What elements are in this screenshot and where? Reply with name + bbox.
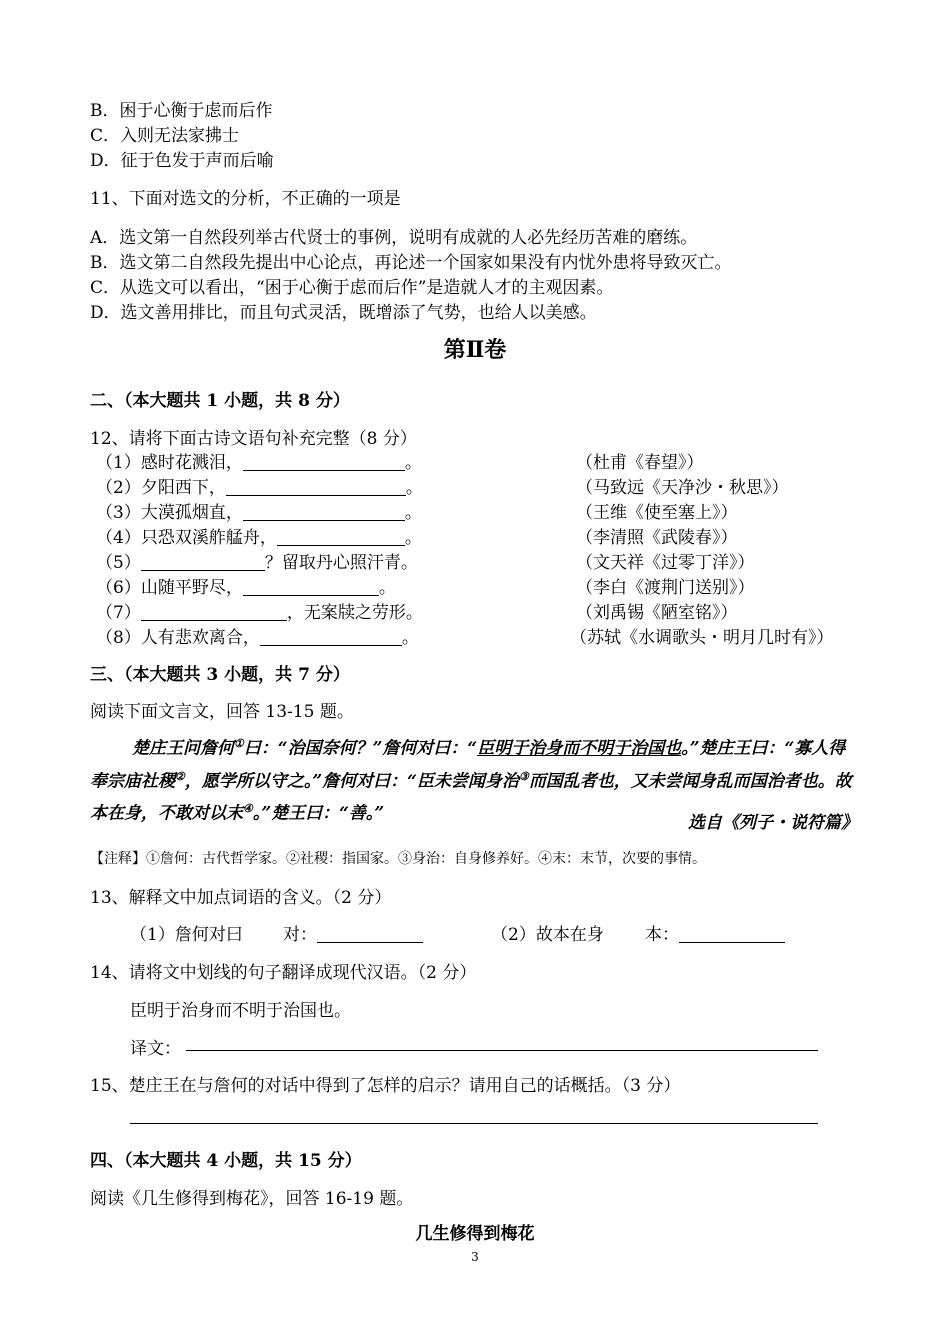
section3-heading: 三、（本大题共 3 小题，共 7 分） [90,665,350,685]
q13-item2: （2）故本在身 [491,925,604,945]
q13-item2-label: 本： [645,920,785,945]
q13-blank-2[interactable] [679,926,785,943]
q14-stem: 14、请将文中划线的句子翻译成现代汉语。（2 分） [90,963,477,983]
q14-sentence: 臣明于治身而不明于治国也。 [130,1001,351,1021]
poem-source-1: （杜甫《春望》） [576,453,704,473]
classical-passage: 楚庄王问詹何①曰：“治国奈何？”詹何对曰：“臣明于治身而不明于治国也。”楚庄王曰：“寡人得奉宗庙社稷②，愿学所以守之。”詹何对曰：“臣未尝闻身治③而国乱者也，又未尝闻身乱而国治者也。故本在身，不敢对以末④。”楚王曰：“善。” [90,737,852,824]
poem-source-8: （苏轼《水调歌头・明月几时有》） [570,628,834,648]
poem-source-3: （王维《使至塞上》） [576,503,738,523]
section4-heading: 四、（本大题共 4 小题，共 15 分） [90,1151,362,1171]
q11-option-b: B．选文第二自然段先提出中心论点，再论述一个国家如果没有内忧外患将导致灭亡。 [90,253,732,273]
q11-option-c: C．从选文可以看出，“困于心衡于虑而后作”是造就人才的主观因素。 [90,278,614,298]
underlined-sentence: 臣明于治身而不明于治国也 [477,738,682,759]
q12-stem: 12、请将下面古诗文语句补充完整（8 分） [90,429,417,449]
page-number: 3 [471,1250,479,1264]
q13-item1: （1）詹何对曰 [130,925,243,945]
q15-answer-line[interactable] [130,1123,818,1124]
q11-option-a: A．选文第一自然段列举古代贤士的事例，说明有成就的人必先经历苦难的磨练。 [90,228,698,248]
volume-title: 第Ⅱ卷 [443,337,507,363]
answer-blank-8[interactable] [260,629,402,646]
answer-blank-5[interactable] [141,554,265,571]
passage-notes: 【注释】①詹何：古代哲学家。②社稷：指国家。③身治：自身修养好。④末：末节，次要的事情。 [90,851,706,867]
article-title: 几生修得到梅花 [415,1224,535,1244]
q15-stem: 15、楚庄王在与詹何的对话中得到了怎样的启示？请用自己的话概括。（3 分） [90,1076,681,1096]
q13-item1-label: 对： [283,920,423,945]
section4-intro: 阅读《几生修得到梅花》，回答 16-19 题。 [90,1189,414,1209]
q11-option-d: D．选文善用排比，而且句式灵活，既增添了气势，也给人以美感。 [90,303,597,323]
q14-translation-label: 译文： [130,1039,181,1059]
poem-source-4: （李清照《武陵春》） [576,528,738,548]
answer-blank-2[interactable] [226,479,406,496]
q14-answer-line[interactable] [186,1050,818,1051]
q10-option-b: B．困于心衡于虑而后作 [90,101,273,121]
section3-intro: 阅读下面文言文，回答 13-15 题。 [90,702,354,722]
answer-blank-6[interactable] [243,579,379,596]
poem-source-5: （文天祥《过零丁洋》） [576,553,755,573]
answer-blank-7[interactable] [141,604,287,621]
q10-option-d: D．征于色发于声而后喻 [90,151,274,171]
section2-heading: 二、（本大题共 1 小题，共 8 分） [90,391,350,411]
answer-blank-3[interactable] [243,504,405,521]
q13-blank-1[interactable] [317,926,423,943]
passage-source: 选自《列子・说符篇》 [688,813,858,833]
poem-source-6: （李白《渡荆门送别》） [576,578,755,598]
answer-blank-4[interactable] [277,529,405,546]
answer-blank-1[interactable] [243,454,405,471]
poem-source-7: （刘禹锡《陋室铭》） [576,603,738,623]
exam-page: B．困于心衡于虑而后作 C．入则无法家拂士 D．征于色发于声而后喻 11、下面对选文的分析，不正确的一项是 A．选文第一自然段列举古代贤士的事例，说明有成就的人必先经历苦难的磨练。 B．选文第二自然段先提出中心论点，再论述一个国家如果没有内忧外患将导致灭亡。 C．从选文可以看出，“困于心衡于虑而后作”是造就人才的主观因素。 D．选文善用排比，而且句式灵活，既增添了气势，也给人以美感。 第Ⅱ卷 二、（本大题共 1 小题，共 8 分） 12、请将下面古诗文语句补充完整（8 分） （1）感时花溅泪， 。 （杜甫《春望》） （2）夕阳西下， 。 （马致远《天净沙・秋思》） （3）大漠孤烟直， 。 （王维《使至塞上》） （4）只恐双溪舴艋舟， 。 （李清照《武陵春》） （5） ？留取丹心照汗青。 （文天祥《过零丁洋》） （6）山随平野尽， 。 （李白《渡荆门送别》） （7） ，无案牍之劳形。 （刘禹锡《陋室铭》） （8）人有悲欢离合， 。 （苏轼《水调歌头・明月几时有》） 三、（本大题共 3 小题，共 7 分） 阅读下面文言文，回答 13-15 题。 楚庄王问詹何①曰：“治国奈何？”詹何对曰：“臣明于治身而不明于治国也。”楚庄王曰：“寡人得奉宗庙社稷②，愿学所以守之。”詹何对曰：“臣未尝闻身治③而国乱者也，又未尝闻身乱而国治者也。故本在身，不敢对以末④。”楚王曰：“善。” 选自《列子・说符篇》 【注释】①詹何：古代哲学家。②社稷：指国家。③身治：自身修养好。④末：末节，次要的事情。 13、解释文中加点词语的含义。（2 分） （1）詹何对曰 对： （2）故本在身 本： 14、请将文中划线的句子翻译成现代汉语。（2 分） 臣明于治身而不明于治国也。 译文： 15、楚庄王在与詹何的对话中得到了怎样的启示？请用自己的话概括。（3 分） 四、（本大题共 4 小题，共 15 分） 阅读《几生修得到梅花》，回答 16-19 题。 几生修得到梅花 3 [0,0,950,1344]
q10-option-c: C．入则无法家拂士 [90,126,240,146]
q11-stem: 11、下面对选文的分析，不正确的一项是 [90,189,401,209]
q13-stem: 13、解释文中加点词语的含义。（2 分） [90,888,392,908]
poem-source-2: （马致远《天净沙・秋思》） [576,478,789,498]
